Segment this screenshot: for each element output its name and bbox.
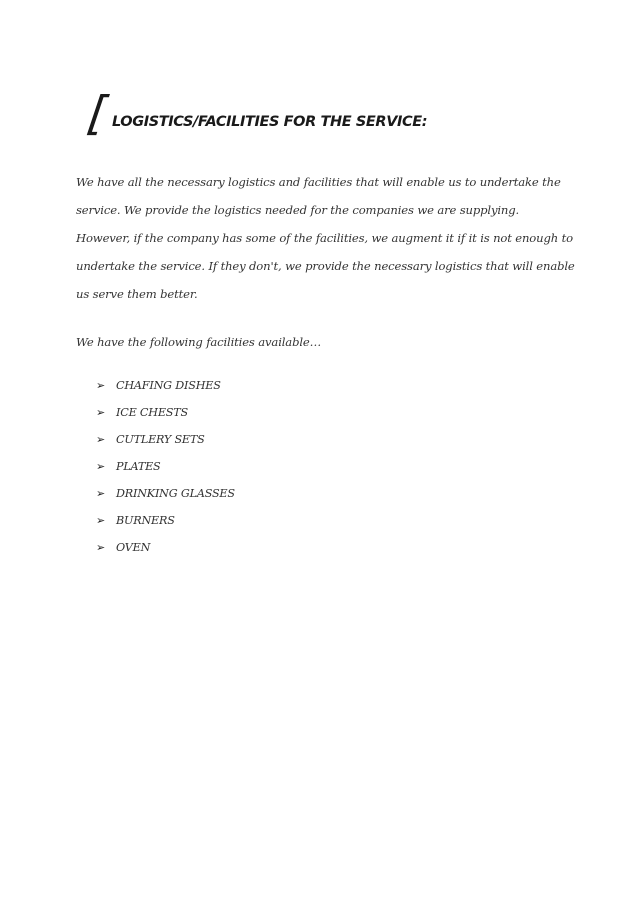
arrow-bullet-icon: ➢ — [96, 379, 106, 392]
list-item-label: DRINKING GLASSES — [116, 487, 235, 500]
heading-title: LOGISTICS/FACILITIES FOR THE SERVICE: — [111, 114, 428, 130]
list-item-label: BURNERS — [116, 514, 175, 527]
arrow-bullet-icon: ➢ — [96, 541, 106, 554]
heading-bracket: [ — [84, 86, 110, 140]
section-heading — [84, 86, 428, 140]
facilities-list — [96, 372, 235, 561]
list-item-label: PLATES — [116, 460, 161, 473]
list-item — [96, 507, 235, 534]
list-item — [96, 534, 235, 561]
list-item-label: ICE CHESTS — [116, 406, 188, 419]
arrow-bullet-icon: ➢ — [96, 514, 106, 527]
facilities-intro: We have the following facilities available… — [76, 335, 322, 349]
arrow-bullet-icon: ➢ — [96, 487, 106, 500]
arrow-bullet-icon: ➢ — [96, 433, 106, 446]
list-item — [96, 399, 235, 426]
list-item — [96, 480, 235, 507]
list-item-label: CUTLERY SETS — [116, 433, 205, 446]
list-item — [96, 426, 235, 453]
list-item-label: CHAFING DISHES — [116, 379, 221, 392]
list-item-label: OVEN — [116, 541, 151, 554]
intro-paragraph: We have all the necessary logistics and facilities that will enable us to undertake the service. We provide the logistics needed for the companies we are supplying. However, if the company has some of the facilities, we augment it if it is not enough to undertake the service. If they don't, we provide the necessary logistics that will enable us serve them better. — [76, 175, 575, 301]
arrow-bullet-icon: ➢ — [96, 406, 106, 419]
arrow-bullet-icon: ➢ — [96, 460, 106, 473]
list-item — [96, 453, 235, 480]
list-item — [96, 372, 235, 399]
